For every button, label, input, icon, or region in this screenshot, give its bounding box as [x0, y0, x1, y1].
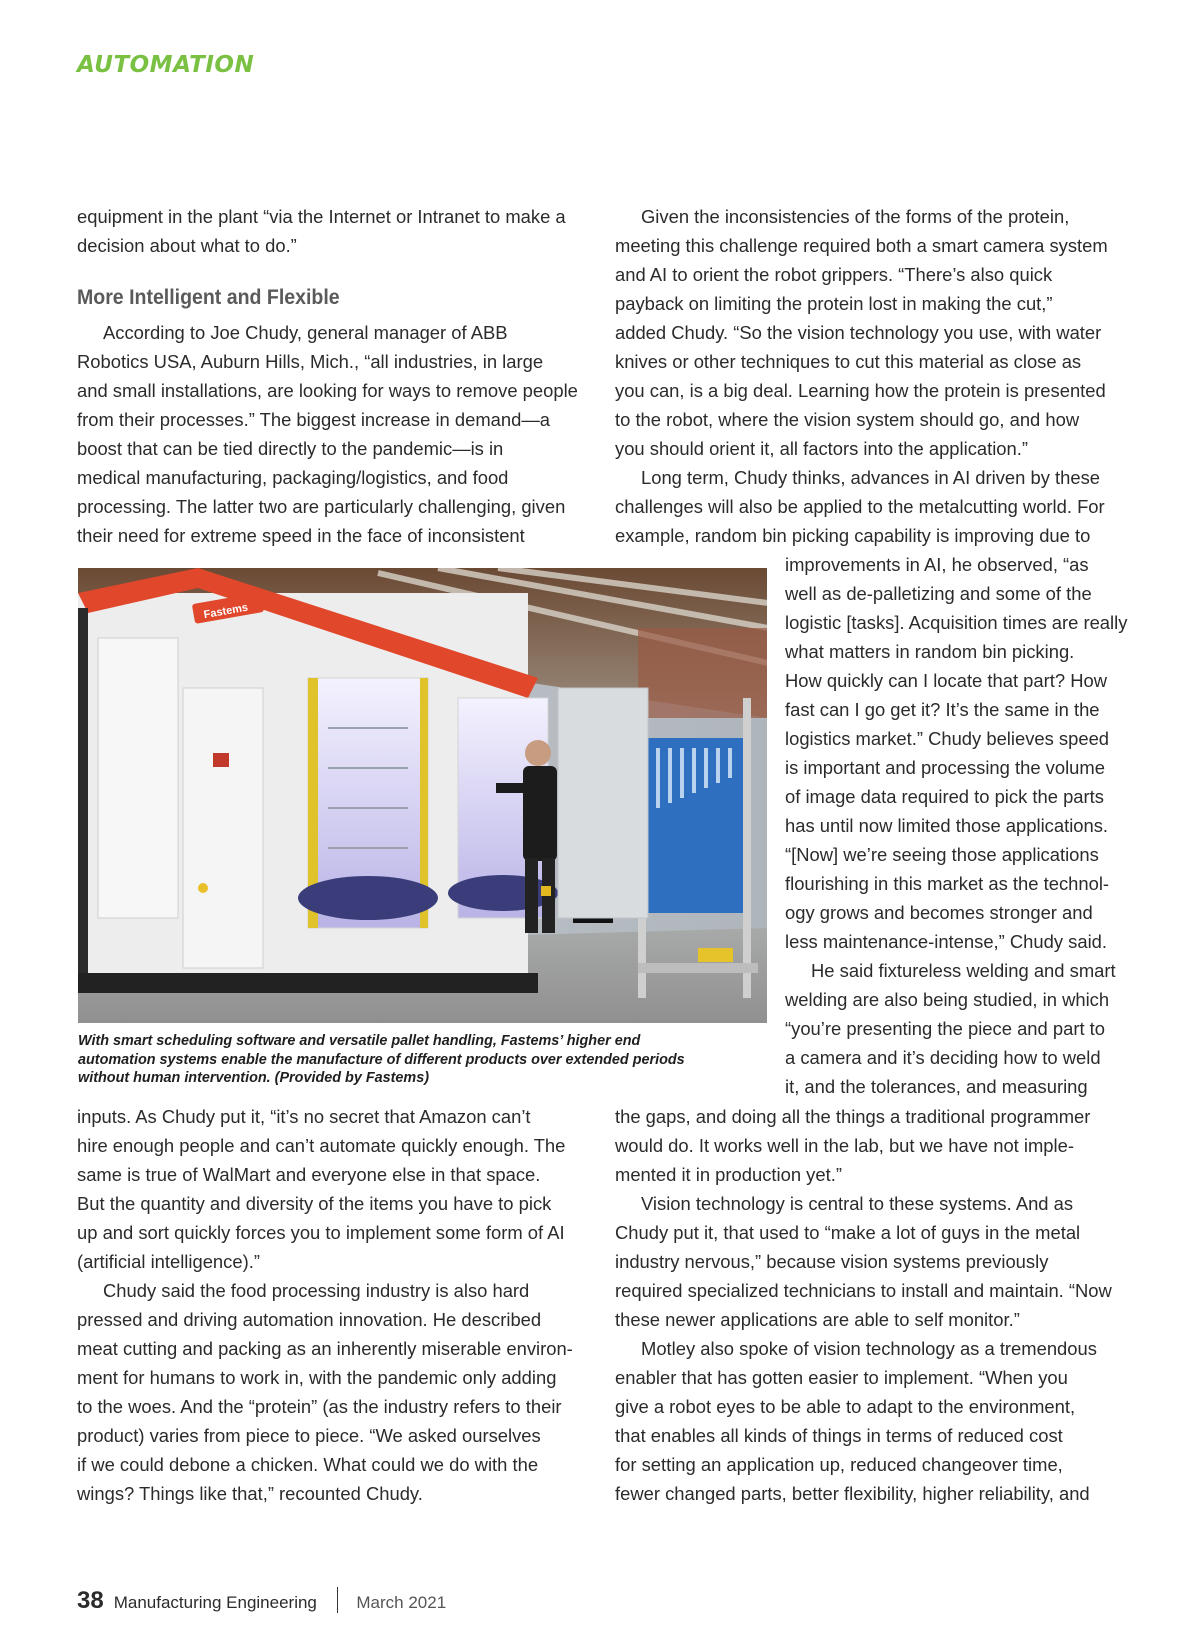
text-line: How quickly can I locate that part? How	[785, 670, 1107, 691]
text-line: fewer changed parts, better flexibility, higher reliability, and	[615, 1483, 1090, 1504]
page-number: 38	[77, 1587, 104, 1614]
publication-name: Manufacturing Engineering	[113, 1593, 317, 1612]
text-line: what matters in random bin picking.	[785, 641, 1075, 662]
subhead: More Intelligent and Flexible	[77, 286, 340, 309]
text-line: same is true of WalMart and everyone else in that space.	[77, 1164, 541, 1185]
section-label: AUTOMATION	[77, 52, 255, 78]
text-line: decision about what to do.”	[77, 235, 297, 256]
text-line: Motley also spoke of vision technology as a tremendous	[641, 1338, 1097, 1359]
text-line: would do. It works well in the lab, but we have not imple-	[615, 1135, 1074, 1156]
text-line: for setting an application up, reduced changeover time,	[615, 1454, 1063, 1475]
text-line: ogy grows and becomes stronger and	[785, 902, 1093, 923]
text-line: (artificial intelligence).”	[77, 1251, 260, 1272]
text-line: a camera and it’s deciding how to weld	[785, 1047, 1101, 1068]
text-line: and AI to orient the robot grippers. “There’s also quick	[615, 264, 1053, 285]
text-line: knives or other techniques to cut this material as close as	[615, 351, 1082, 372]
text-line: wings? Things like that,” recounted Chudy.	[77, 1483, 423, 1504]
text-line: to the robot, where the vision system should go, and how	[615, 409, 1080, 430]
text-line: their need for extreme speed in the face of inconsistent	[77, 525, 525, 546]
text-line: He said fixtureless welding and smart	[811, 960, 1116, 981]
text-line: welding are also being studied, in which	[785, 989, 1110, 1010]
text-line: pressed and driving automation innovation. He described	[77, 1309, 542, 1330]
text-line: logistic [tasks]. Acquisition times are really	[785, 612, 1128, 633]
text-line: industry nervous,” because vision systems previously	[615, 1251, 1049, 1272]
text-line: from their processes.” The biggest increase in demand—a	[77, 409, 550, 430]
text-line: flourishing in this market as the technol-	[785, 873, 1110, 894]
text-line: Given the inconsistencies of the forms of the protein,	[641, 206, 1070, 227]
text-line: enabler that has gotten easier to implement. “When you	[615, 1367, 1068, 1388]
text-line: Robotics USA, Auburn Hills, Mich., “all industries, in large	[77, 351, 544, 372]
text-line: the gaps, and doing all the things a traditional programmer	[615, 1106, 1091, 1127]
text-line: hire enough people and can’t automate quickly enough. The	[77, 1135, 566, 1156]
text-line: added Chudy. “So the vision technology you use, with water	[615, 322, 1102, 343]
text-line: and small installations, are looking for ways to remove people	[77, 380, 578, 401]
text-line: you should orient it, all factors into the application.”	[615, 438, 1028, 459]
text-line: that enables all kinds of things in terms of reduced cost	[615, 1425, 1063, 1446]
text-line: inputs. As Chudy put it, “it’s no secret that Amazon can’t	[77, 1106, 531, 1127]
text-line: logistics market.” Chudy believes speed	[785, 728, 1110, 749]
caption-line: automation systems enable the manufacture of different products over extended periods	[78, 1051, 685, 1068]
text-line: mented it in production yet.”	[615, 1164, 842, 1185]
caption-line: without human intervention. (Provided by Fastems)	[78, 1070, 430, 1086]
text-line: ment for humans to work in, with the pandemic only adding	[77, 1367, 557, 1388]
text-line: “[Now] we’re seeing those applications	[785, 844, 1099, 865]
footer-divider	[337, 1587, 339, 1613]
text-line: has until now limited those applications.	[785, 815, 1109, 836]
text-line: example, random bin picking capability is improving due to	[615, 525, 1091, 546]
page-footer	[77, 1582, 446, 1615]
text-line: it, and the tolerances, and measuring	[785, 1076, 1088, 1097]
text-line: equipment in the plant “via the Internet or Intranet to make a	[77, 206, 566, 227]
text-line: boost that can be tied directly to the pandemic—is in	[77, 438, 504, 459]
issue-date: March 2021	[356, 1593, 447, 1612]
caption-line: With smart scheduling software and versatile pallet handling, Fastems’ higher end	[78, 1033, 641, 1049]
text-line: Chudy said the food processing industry is also hard	[103, 1280, 530, 1301]
text-line: required specialized technicians to install and maintain. “Now	[615, 1280, 1112, 1301]
text-line: Vision technology is central to these systems. And as	[641, 1193, 1074, 1214]
text-line: fast can I go get it? It’s the same in the	[785, 699, 1100, 720]
text-line: But the quantity and diversity of the items you have to pick	[77, 1193, 552, 1214]
text-line: if we could debone a chicken. What could we do with the	[77, 1454, 539, 1475]
text-line: medical manufacturing, packaging/logistics, and food	[77, 467, 509, 488]
text-line: According to Joe Chudy, general manager of ABB	[103, 322, 508, 343]
text-line: of image data required to pick the parts	[785, 786, 1104, 807]
text-line: “you’re presenting the piece and part to	[785, 1018, 1105, 1039]
text-line: to the woes. And the “protein” (as the industry refers to their	[77, 1396, 562, 1417]
text-line: less maintenance-intense,” Chudy said.	[785, 931, 1108, 952]
text-line: Chudy put it, that used to “make a lot of guys in the metal	[615, 1222, 1081, 1243]
text-line: meat cutting and packing as an inherently miserable environ-	[77, 1338, 573, 1359]
text-line: improvements in AI, he observed, “as	[785, 554, 1089, 575]
text-line: you can, is a big deal. Learning how the protein is presented	[615, 380, 1106, 401]
text-line: is important and processing the volume	[785, 757, 1105, 778]
text-line: challenges will also be applied to the metalcutting world. For	[615, 496, 1105, 517]
fastems-automation-photo	[78, 568, 767, 1023]
text-line: well as de-palletizing and some of the	[785, 583, 1092, 604]
text-line: up and sort quickly forces you to implement some form of AI	[77, 1222, 565, 1243]
text-line: processing. The latter two are particularly challenging, given	[77, 496, 566, 517]
text-line: product) varies from piece to piece. “We asked ourselves	[77, 1425, 541, 1446]
text-line: Long term, Chudy thinks, advances in AI driven by these	[641, 467, 1101, 488]
text-line: these newer applications are able to self monitor.”	[615, 1309, 1020, 1330]
photo-caption	[78, 1032, 778, 1088]
photo-brand-text: Fastems	[202, 601, 249, 622]
text-line: meeting this challenge required both a smart camera system	[615, 235, 1108, 256]
text-line: payback on limiting the protein lost in making the cut,”	[615, 293, 1053, 314]
text-line: give a robot eyes to be able to adapt to the environment,	[615, 1396, 1076, 1417]
